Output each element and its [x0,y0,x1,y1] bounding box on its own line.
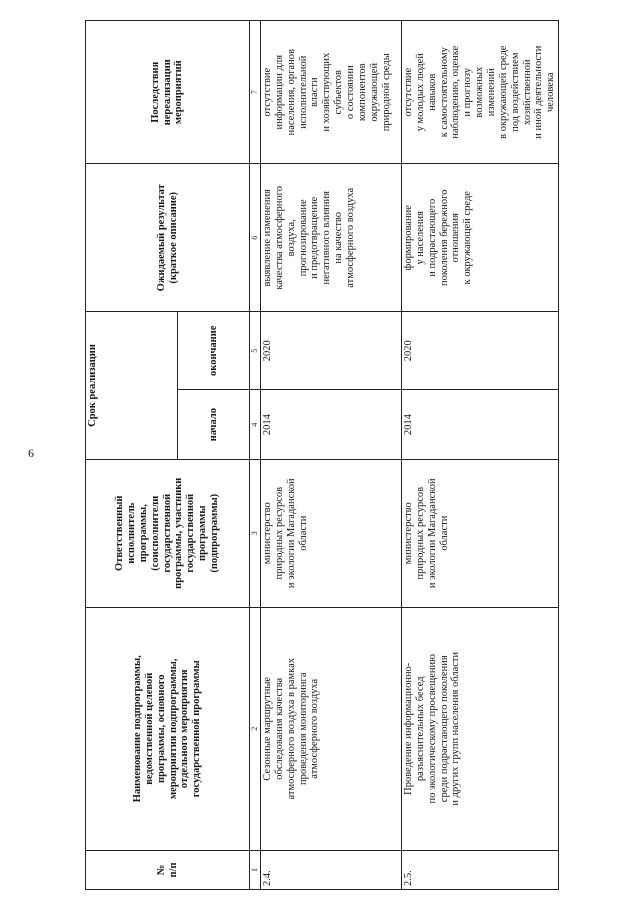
header-end: окончание [178,312,250,390]
row-consequences: отсутствие информации для населения, органов исполнительной власти и хозяйствующих субъектов о состоянии компонентов окружающей природной среды [261,21,402,164]
row-result: формирование у населения и подрастающего поколения бережного отношения к окружающей среде [402,164,559,312]
header-executor: Ответственный исполнитель программы, (соисполнители государственной программы, участники государственной программы (подпрограммы) [86,459,250,607]
measures-table [85,20,559,890]
row-start: 2014 [261,390,402,460]
table-row [402,21,559,890]
row-num: 2.5. [402,850,559,889]
header-result: Ожидаемый результат (краткое описание) [86,164,250,312]
col-number: 4 [250,390,261,460]
col-number: 5 [250,312,261,390]
row-name: Сезонные маршрутные обследования качества атмосферного воздуха в рамках проведения мониторинга атмосферного воздуха [261,607,402,850]
col-number: 3 [250,459,261,607]
row-result: выявление изменения качества атмосферного воздуха, прогнозирование и предотвращение негативного влияния на качество атмосферного воздуха [261,164,402,312]
row-name: Проведение информационно- разъяснительных бесед по экологическому просвещению среди подрастающего поколения и других групп населения области [402,607,559,850]
header-consequences: Последствия нереализации мероприятий [86,21,250,164]
col-number: 6 [250,164,261,312]
row-start: 2014 [402,390,559,460]
table-row [261,21,402,890]
header-name: Наименование подпрограммы, ведомственной целевой программы, основного мероприятия подпрограммы, отдельного мероприятия государственной программы [86,607,250,850]
row-end: 2020 [402,312,559,390]
col-number: 2 [250,607,261,850]
row-executor: министерство природных ресурсов и экологии Магаданской области [402,459,559,607]
col-number: 1 [250,850,261,889]
column-numbers-row [250,21,261,890]
header-start: начало [178,390,250,460]
header-term: Срок реализации [86,312,178,460]
row-num: 2.4. [261,850,402,889]
row-executor: министерство природных ресурсов и экологии Магаданской области [261,459,402,607]
header-num: № п/п [86,850,250,889]
row-consequences: отсутствие у молодых людей навыков к самостоятельному наблюдению, оценке и прогнозу возможных изменений в окружающей среде под воздействием хозяйственной и иной деятельности человека [402,21,559,164]
row-end: 2020 [261,312,402,390]
measures-table-rotated [85,20,557,890]
col-number: 7 [250,21,261,164]
page-number: 6 [28,446,34,460]
